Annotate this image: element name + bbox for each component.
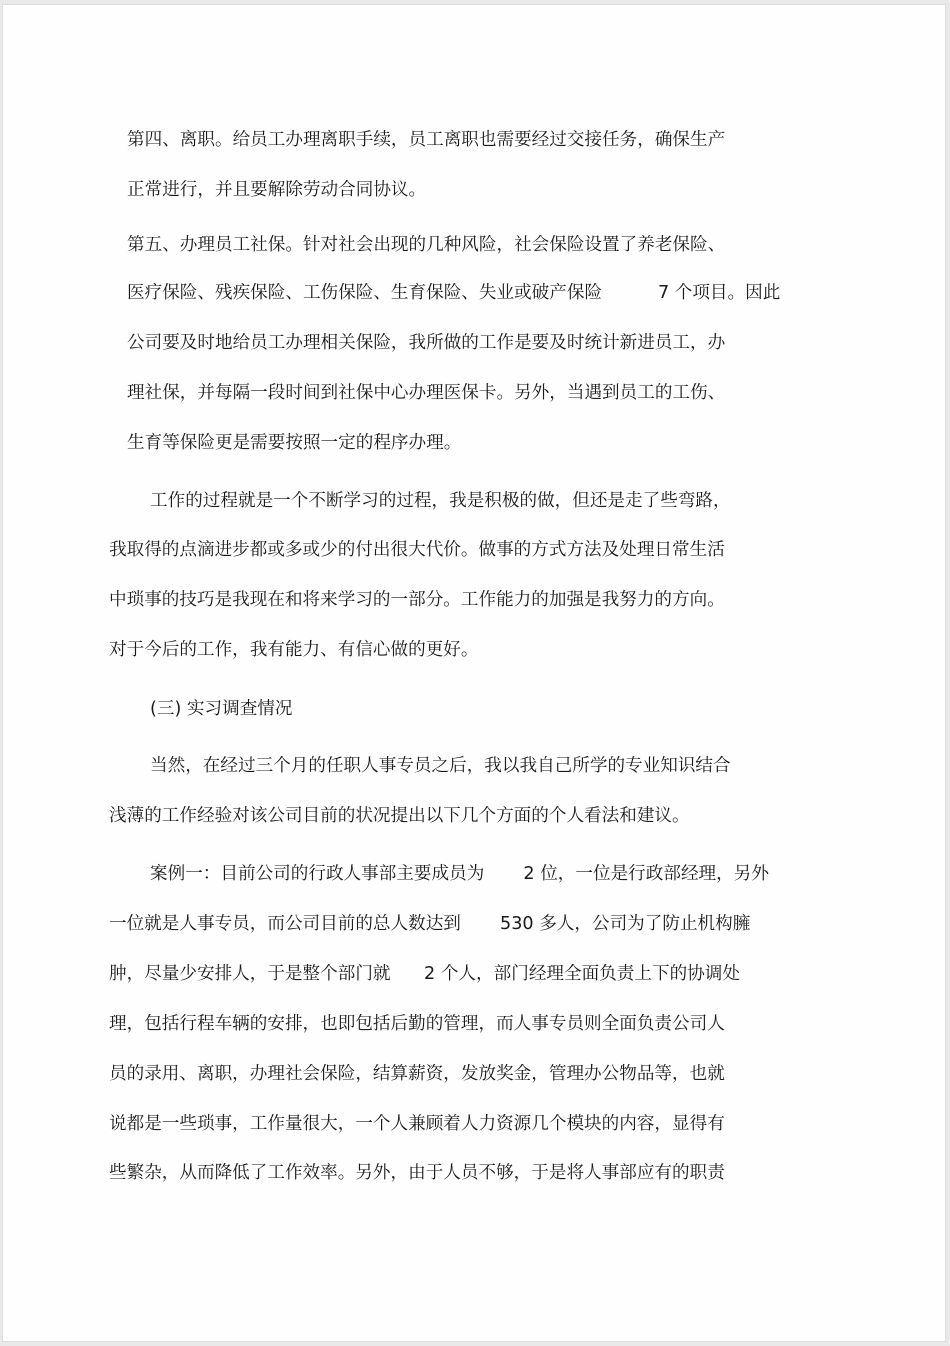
text-line: 些繁杂，从而降低了工作效率。另外，由于人员不够，于是将人事部应有的职责 [109, 1163, 725, 1183]
text-line: 浅薄的工作经验对该公司目前的状况提出以下几个方面的个人看法和建议。 [109, 806, 690, 826]
text-line: 对于今后的工作，我有能力、有信心做的更好。 [109, 640, 479, 660]
text-line: 理，包括行程车辆的安排，也即包括后勤的管理，而人事专员则全面负责公司人 [109, 1014, 725, 1034]
text-line: 肿，尽量少安排人，于是整个部门就 2 个人，部门经理全面负责上下的协调处 [109, 964, 740, 984]
text-line: 正常进行，并且要解除劳动合同协议。 [127, 180, 427, 200]
text-line: 一位就是人事专员，而公司目前的总人数达到 530 多人，公司为了防止机构臃 [109, 914, 751, 934]
section-heading: (三) 实习调查情况 [150, 699, 293, 719]
text-line: 第五、办理员工社保。针对社会出现的几种风险，社会保险设置了养老保险、 [127, 235, 726, 255]
text-line: 工作的过程就是一个不断学习的过程，我是积极的做，但还是走了些弯路， [150, 491, 731, 511]
text-line: 案例一：目前公司的行政人事部主要成员为 2 位，一位是行政部经理，另外 [150, 864, 769, 884]
text-line: 第四、离职。给员工办理离职手续，员工离职也需要经过交接任务，确保生产 [127, 130, 726, 150]
text-line: 员的录用、离职，办理社会保险，结算薪资，发放奖金，管理办公物品等，也就 [109, 1064, 725, 1084]
document-page [2, 4, 946, 1342]
text-line: 医疗保险、残疾保险、工伤保险、生育保险、失业或破产保险 7 个项目。因此 [127, 283, 781, 303]
text-line: 生育等保险更是需要按照一定的程序办理。 [127, 433, 462, 453]
text-line: 我取得的点滴进步都或多或少的付出很大代价。做事的方式方法及处理日常生活 [109, 540, 725, 560]
text-line: 当然，在经过三个月的任职人事专员之后，我以我自己所学的专业知识结合 [150, 756, 731, 776]
text-line: 说都是一些琐事，工作量很大，一个人兼顾着人力资源几个模块的内容，显得有 [109, 1114, 725, 1134]
text-line: 中琐事的技巧是我现在和将来学习的一部分。工作能力的加强是我努力的方向。 [109, 590, 725, 610]
text-line: 理社保，并每隔一段时间到社保中心办理医保卡。另外，当遇到员工的工伤、 [127, 383, 726, 403]
text-line: 公司要及时地给员工办理相关保险，我所做的工作是要及时统计新进员工，办 [127, 333, 726, 353]
